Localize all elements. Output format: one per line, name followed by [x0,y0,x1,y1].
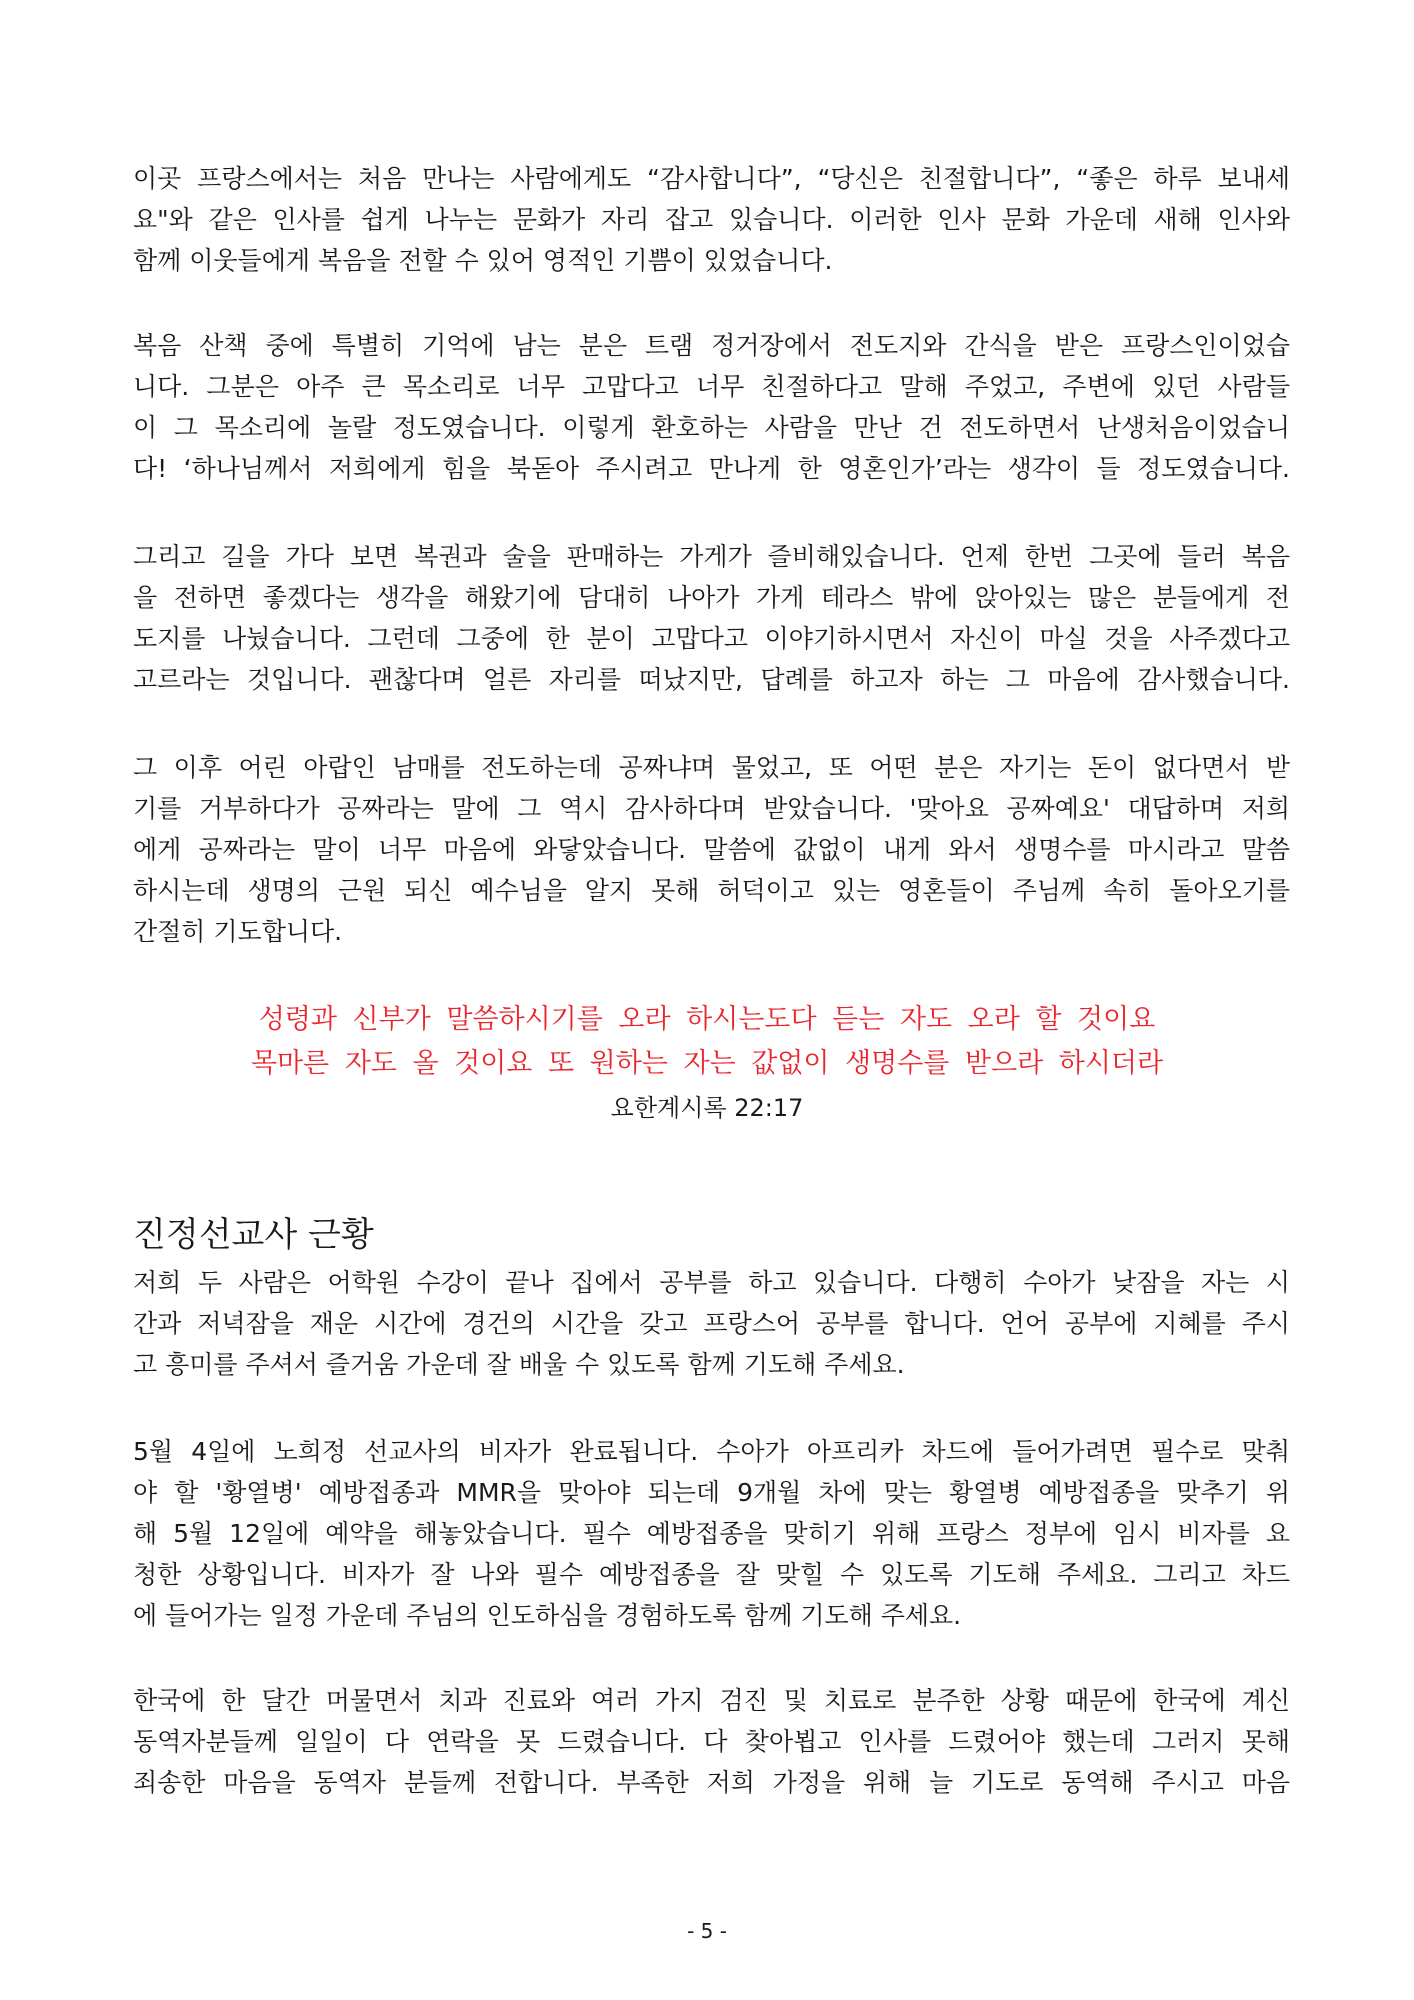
paragraph-line: 청한 상황입니다. 비자가 잘 나와 필수 예방접종을 잘 맞힐 수 있도록 기도해 주세요. 그리고 차드 [133,1560,1290,1589]
scripture-quote [0,998,1414,1130]
section-heading: 진정선교사 근황 [133,1215,374,1255]
paragraph-line: 요"와 같은 인사를 쉽게 나누는 문화가 자리 잡고 있습니다. 이러한 인사 문화 가운데 새해 인사와 [133,205,1290,234]
paragraph-line: 니다. 그분은 아주 큰 목소리로 너무 고맙다고 너무 친절하다고 말해 주었고, 주변에 있던 사람들 [133,372,1290,401]
paragraph [133,158,1290,281]
paragraph-line: 고 흥미를 주셔서 즐거움 가운데 잘 배울 수 있도록 함께 기도해 주세요. [133,1350,905,1379]
paragraph-line: 그리고 길을 가다 보면 복권과 술을 판매하는 가게가 즐비해있습니다. 언제 한번 그곳에 들러 복음 [133,542,1290,571]
scripture-reference: 요한계시록 22:17 [610,1094,804,1122]
scripture-line: 성령과 신부가 말씀하시기를 오라 하시는도다 듣는 자도 오라 할 것이요 [258,1004,1156,1035]
paragraph [133,1431,1290,1636]
paragraph-line: 해 5월 12일에 예약을 해놓았습니다. 필수 예방접종을 맞히기 위해 프랑스 정부에 임시 비자를 요 [133,1519,1290,1548]
paragraph-line: 이곳 프랑스에서는 처음 만나는 사람에게도 “감사합니다”, “당신은 친절합니다”, “좋은 하루 보내세 [133,164,1290,193]
paragraph-line: 함께 이웃들에게 복음을 전할 수 있어 영적인 기쁨이 있었습니다. [133,246,833,275]
paragraph [133,325,1290,489]
paragraph-line: 한국에 한 달간 머물면서 치과 진료와 여러 가지 검진 및 치료로 분주한 상황 때문에 한국에 계신 [133,1686,1290,1715]
paragraph-line: 고르라는 것입니다. 괜찮다며 얼른 자리를 떠났지만, 답례를 하고자 하는 그 마음에 감사했습니다. [133,665,1290,694]
paragraph-line: 도지를 나눴습니다. 그런데 그중에 한 분이 고맙다고 이야기하시면서 자신이 마실 것을 사주겠다고 [133,624,1290,653]
paragraph-line: 기를 거부하다가 공짜라는 말에 그 역시 감사하다며 받았습니다. '맞아요 공짜예요' 대답하며 저희 [133,794,1290,823]
paragraph [133,747,1290,952]
paragraph-line: 5월 4일에 노희정 선교사의 비자가 완료됩니다. 수아가 아프리카 차드에 들어가려면 필수로 맞춰 [133,1437,1290,1466]
paragraph-line: 저희 두 사람은 어학원 수강이 끝나 집에서 공부를 하고 있습니다. 다행히 수아가 낮잠을 자는 시 [133,1268,1290,1297]
paragraph [133,1262,1290,1385]
paragraph-line: 을 전하면 좋겠다는 생각을 해왔기에 담대히 나아가 가게 테라스 밖에 앉아있는 많은 분들에게 전 [133,583,1290,612]
paragraph-line: 복음 산책 중에 특별히 기억에 남는 분은 트램 정거장에서 전도지와 간식을 받은 프랑스인이었습 [133,331,1290,360]
scripture-line: 목마른 자도 올 것이요 또 원하는 자는 값없이 생명수를 받으라 하시더라 [250,1048,1164,1079]
page-number: - 5 - [687,1919,727,1943]
paragraph-line: 죄송한 마음을 동역자 분들께 전합니다. 부족한 저희 가정을 위해 늘 기도로 동역해 주시고 마음 [133,1768,1290,1797]
paragraph-line: 에게 공짜라는 말이 너무 마음에 와닿았습니다. 말씀에 값없이 내게 와서 생명수를 마시라고 말씀 [133,835,1290,864]
paragraph [133,1680,1290,1803]
paragraph-line: 이 그 목소리에 놀랄 정도였습니다. 이렇게 환호하는 사람을 만난 건 전도하면서 난생처음이었습니 [133,413,1290,442]
paragraph-line: 간과 저녁잠을 재운 시간에 경건의 시간을 갖고 프랑스어 공부를 합니다. 언어 공부에 지혜를 주시 [133,1309,1290,1338]
paragraph-line: 하시는데 생명의 근원 되신 예수님을 알지 못해 허덕이고 있는 영혼들이 주님께 속히 돌아오기를 [133,876,1290,905]
paragraph-line: 야 할 '황열병' 예방접종과 MMR을 맞아야 되는데 9개월 차에 맞는 황열병 예방접종을 맞추기 위 [133,1478,1290,1507]
paragraph-line: 동역자분들께 일일이 다 연락을 못 드렸습니다. 다 찾아뵙고 인사를 드렸어야 했는데 그러지 못해 [133,1727,1290,1756]
paragraph-line: 다! ‘하나님께서 저희에게 힘을 북돋아 주시려고 만나게 한 영혼인가’라는 생각이 들 정도였습니다. [133,454,1290,483]
paragraph-line: 간절히 기도합니다. [133,917,343,946]
paragraph-line: 에 들어가는 일정 가운데 주님의 인도하심을 경험하도록 함께 기도해 주세요. [133,1601,962,1630]
paragraph [133,536,1290,700]
paragraph-line: 그 이후 어린 아랍인 남매를 전도하는데 공짜냐며 물었고, 또 어떤 분은 자기는 돈이 없다면서 받 [133,753,1290,782]
